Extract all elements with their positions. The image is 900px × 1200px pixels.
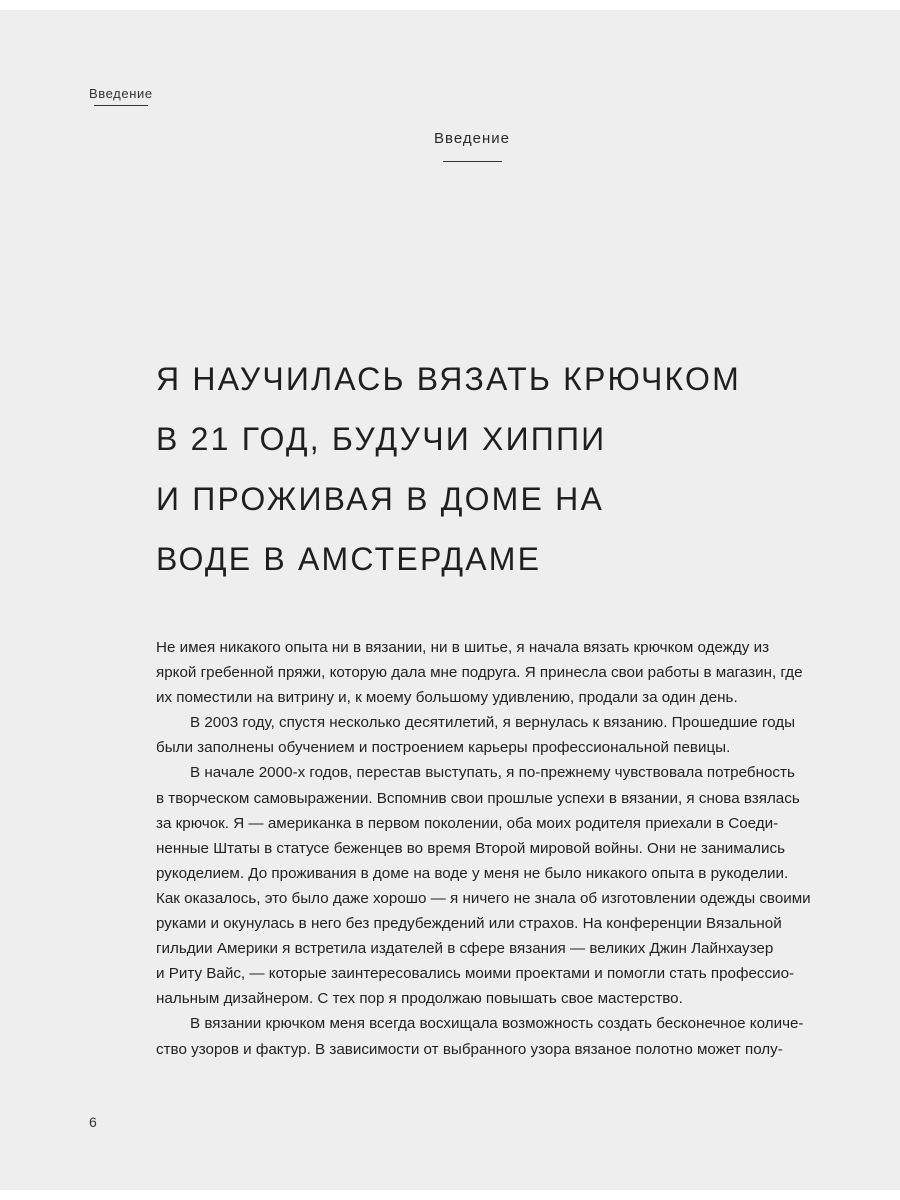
- headline-line: Я НАУЧИЛАСЬ ВЯЗАТЬ КРЮЧКОМ: [156, 361, 741, 397]
- page-number: 6: [89, 1114, 97, 1130]
- body-line: яркой гребенной пряжи, которую дала мне подруга. Я принесла свои работы в магазин, где: [156, 664, 803, 682]
- body-line: Не имея никакого опыта ни в вязании, ни в шитье, я начала вязать крючком одежду из: [156, 639, 770, 656]
- body-line: гильдии Америки я встретила издателей в сфере вязания — великих Джин Лайнхаузер: [156, 940, 774, 958]
- body-line: руками и окунулась в него без предубеждений или страхов. На конференции Вязальной: [156, 915, 782, 933]
- body-text: [156, 635, 811, 1062]
- body-line: Как оказалось, это было даже хорошо — я ничего не знала об изготовлении одежды своими: [156, 889, 811, 907]
- body-line: ненные Штаты в статусе беженцев во время Второй мировой войны. Они не занимались: [156, 839, 786, 857]
- body-line: были заполнены обучением и построением карьеры профессиональной певицы.: [156, 739, 731, 757]
- book-page: [0, 10, 900, 1190]
- body-line: В вязании крючком меня всегда восхищала возможность создать бесконечное количе-: [190, 1015, 804, 1033]
- chapter-label: Введение: [434, 130, 510, 147]
- headline-line: В 21 ГОД, БУДУЧИ ХИППИ: [156, 421, 607, 457]
- body-line: В 2003 году, спустя несколько десятилетий, я вернулась к вязанию. Прошедшие годы: [190, 714, 796, 732]
- headline-line: И ПРОЖИВАЯ В ДОМЕ НА: [156, 481, 605, 517]
- body-line: нальным дизайнером. С тех пор я продолжаю повышать свое мастерство.: [156, 990, 683, 1008]
- headline-line: ВОДЕ В АМСТЕРДАМЕ: [156, 541, 542, 577]
- body-line: ство узоров и фактур. В зависимости от выбранного узора вязаное полотно может полу-: [156, 1040, 783, 1058]
- body-line: в творческом самовыражении. Вспомнив свои прошлые успехи в вязании, я снова взялась: [156, 789, 800, 807]
- chapter-headline: [156, 349, 796, 589]
- body-line: и Риту Вайс, — которые заинтересовались моими проектами и помогли стать профессио-: [156, 965, 795, 983]
- body-line: В начале 2000-х годов, перестав выступать, я по-прежнему чувствовала потребность: [190, 764, 795, 782]
- running-head: Введение: [89, 86, 153, 101]
- body-line: их поместили на витрину и, к моему большому удивлению, продали за один день.: [156, 689, 738, 707]
- body-line: рукоделием. До проживания в доме на воде у меня не было никакого опыта в рукоделии.: [156, 864, 789, 882]
- running-head-underline: [94, 105, 148, 106]
- body-line: за крючок. Я — американка в первом поколении, оба моих родителя приехали в Соеди-: [156, 814, 779, 832]
- chapter-label-underline: [443, 161, 502, 162]
